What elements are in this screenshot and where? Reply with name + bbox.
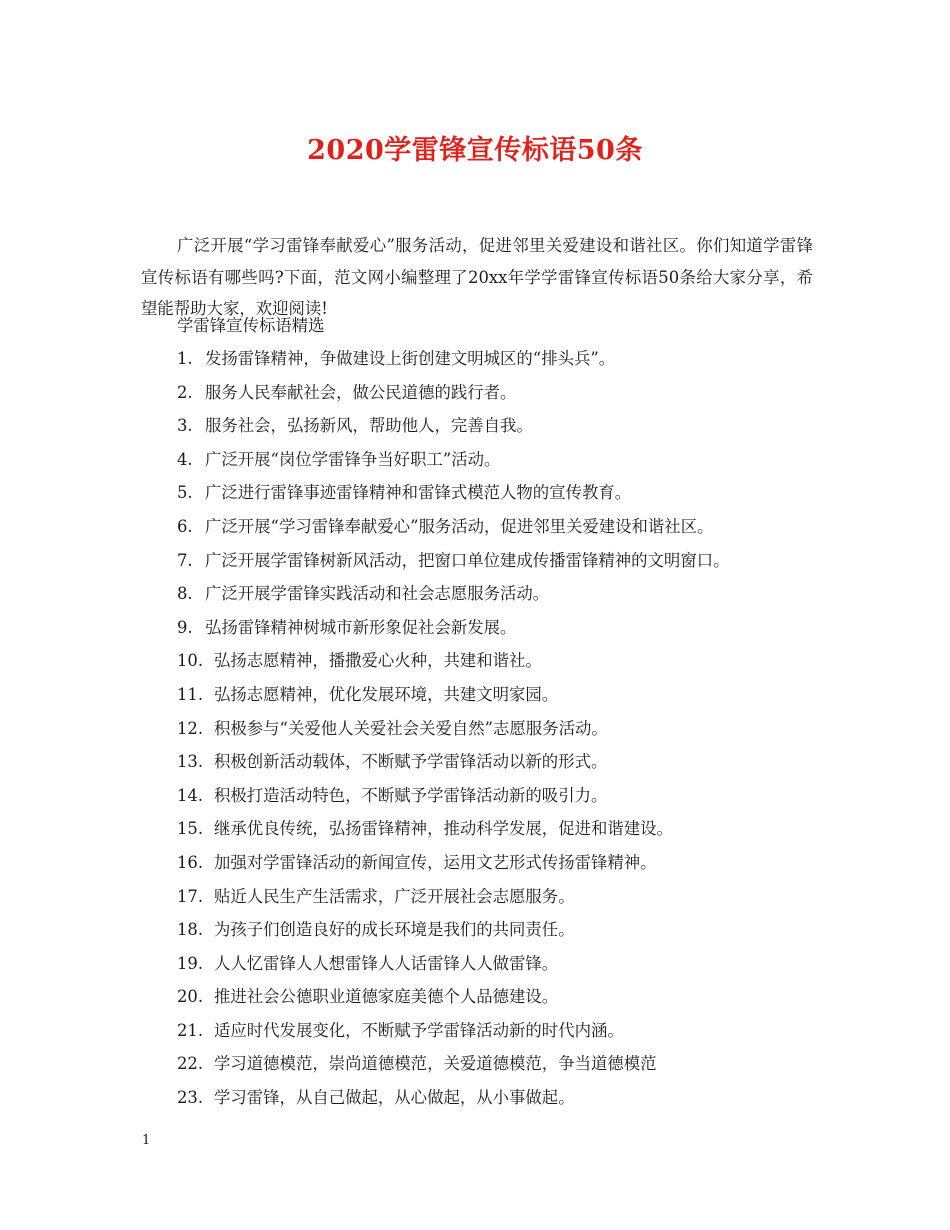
slogan-number: 14. bbox=[177, 785, 204, 805]
slogan-text: 发扬雷锋精神，争做建设上街创建文明城区的“排头兵”。 bbox=[205, 349, 616, 368]
slogan-number: 16. bbox=[177, 852, 204, 872]
slogan-item bbox=[177, 549, 817, 583]
slogan-text: 服务人民奉献社会，做公民道德的践行者。 bbox=[205, 382, 517, 402]
slogan-item bbox=[177, 381, 817, 415]
slogan-item bbox=[177, 515, 817, 549]
slogan-item bbox=[177, 347, 817, 381]
slogan-item bbox=[177, 985, 817, 1019]
slogan-text: 贴近人民生产生活需求，广泛开展社会志愿服务。 bbox=[214, 886, 575, 906]
slogan-text: 学习雷锋，从自己做起，从心做起，从小事做起。 bbox=[214, 1088, 575, 1108]
slogan-number: 20. bbox=[177, 987, 204, 1007]
slogan-number: 23. bbox=[177, 1088, 204, 1108]
slogan-item bbox=[177, 616, 817, 650]
slogan-text: 人人忆雷锋人人想雷锋人人话雷锋人人做雷锋。 bbox=[214, 953, 559, 973]
slogan-item bbox=[177, 414, 817, 448]
slogan-number: 3. bbox=[177, 416, 193, 436]
slogan-item bbox=[177, 784, 817, 818]
slogan-number: 1. bbox=[177, 349, 193, 368]
slogan-item bbox=[177, 851, 817, 885]
slogan-item bbox=[177, 1052, 817, 1086]
slogan-item bbox=[177, 649, 817, 683]
slogan-number: 9. bbox=[177, 617, 193, 637]
slogan-text: 适应时代发展变化，不断赋予学雷锋活动新的时代内涵。 bbox=[214, 1020, 624, 1040]
slogan-item bbox=[177, 885, 817, 919]
slogan-item bbox=[177, 952, 817, 986]
slogan-text: 弘扬志愿精神，播撒爱心火种，共建和谐社。 bbox=[214, 651, 542, 671]
slogan-text: 继承优良传统，弘扬雷锋精神，推动科学发展，促进和谐建设。 bbox=[214, 819, 673, 839]
slogan-item bbox=[177, 1019, 817, 1053]
slogan-text: 服务社会，弘扬新风，帮助他人，完善自我。 bbox=[205, 416, 533, 436]
slogan-number: 10. bbox=[177, 651, 204, 671]
slogan-text: 弘扬志愿精神，优化发展环境，共建文明家园。 bbox=[214, 684, 559, 704]
slogan-number: 4. bbox=[177, 449, 193, 469]
slogan-number: 6. bbox=[177, 516, 193, 536]
slogan-text: 广泛开展学雷锋实践活动和社会志愿服务活动。 bbox=[205, 584, 550, 604]
slogan-text: 弘扬雷锋精神树城市新形象促社会新发展。 bbox=[205, 617, 517, 637]
slogan-item bbox=[177, 582, 817, 616]
intro-paragraph: 广泛开展“学习雷锋奉献爱心”服务活动，促进邻里关爱建设和谐社区。你们知道学雷锋宣传标语有哪些吗?下面，范文网小编整理了20xx年学学雷锋宣传标语50条给大家分享，希望能帮助大家，欢迎阅读! bbox=[141, 236, 813, 318]
slogan-text: 加强对学雷锋活动的新闻宣传，运用文艺形式传扬雷锋精神。 bbox=[214, 852, 657, 872]
slogan-number: 8. bbox=[177, 584, 193, 604]
slogan-item bbox=[177, 750, 817, 784]
slogan-text: 广泛开展“学习雷锋奉献爱心”服务活动，促进邻里关爱建设和谐社区。 bbox=[205, 516, 714, 536]
slogan-number: 21. bbox=[177, 1020, 204, 1040]
slogan-text: 广泛进行雷锋事迹雷锋精神和雷锋式模范人物的宣传教育。 bbox=[205, 483, 632, 503]
slogan-number: 17. bbox=[177, 886, 204, 906]
slogan-item bbox=[177, 683, 817, 717]
slogan-item bbox=[177, 481, 817, 515]
slogan-number: 11. bbox=[177, 684, 204, 704]
slogan-number: 5. bbox=[177, 483, 193, 503]
page-number: 1 bbox=[142, 1133, 151, 1148]
slogan-list bbox=[177, 347, 817, 1120]
list-heading: 学雷锋宣传标语精选 bbox=[177, 316, 325, 335]
slogan-number: 15. bbox=[177, 819, 204, 839]
slogan-text: 积极参与“关爱他人关爱社会关爱自然”志愿服务活动。 bbox=[214, 718, 608, 738]
slogan-text: 推进社会公德职业道德家庭美德个人品德建设。 bbox=[214, 987, 559, 1007]
slogan-number: 22. bbox=[177, 1054, 204, 1074]
slogan-text: 学习道德模范，崇尚道德模范，关爱道德模范，争当道德模范 bbox=[214, 1054, 657, 1074]
slogan-item bbox=[177, 817, 817, 851]
slogan-item bbox=[177, 448, 817, 482]
slogan-number: 2. bbox=[177, 382, 193, 402]
slogan-item bbox=[177, 1086, 817, 1120]
slogan-text: 为孩子们创造良好的成长环境是我们的共同责任。 bbox=[214, 920, 575, 940]
slogan-text: 积极创新活动载体，不断赋予学雷锋活动以新的形式。 bbox=[214, 752, 608, 772]
slogan-text: 积极打造活动特色，不断赋予学雷锋活动新的吸引力。 bbox=[214, 785, 608, 805]
slogan-number: 13. bbox=[177, 752, 204, 772]
slogan-text: 广泛开展学雷锋树新风活动，把窗口单位建成传播雷锋精神的文明窗口。 bbox=[205, 550, 730, 570]
document-title: 2020学雷锋宣传标语50条 bbox=[307, 135, 643, 166]
slogan-item bbox=[177, 918, 817, 952]
slogan-number: 18. bbox=[177, 920, 204, 940]
slogan-number: 19. bbox=[177, 953, 204, 973]
slogan-item bbox=[177, 717, 817, 751]
slogan-text: 广泛开展“岗位学雷锋争当好职工”活动。 bbox=[205, 449, 501, 469]
slogan-number: 12. bbox=[177, 718, 204, 738]
slogan-number: 7. bbox=[177, 550, 193, 570]
